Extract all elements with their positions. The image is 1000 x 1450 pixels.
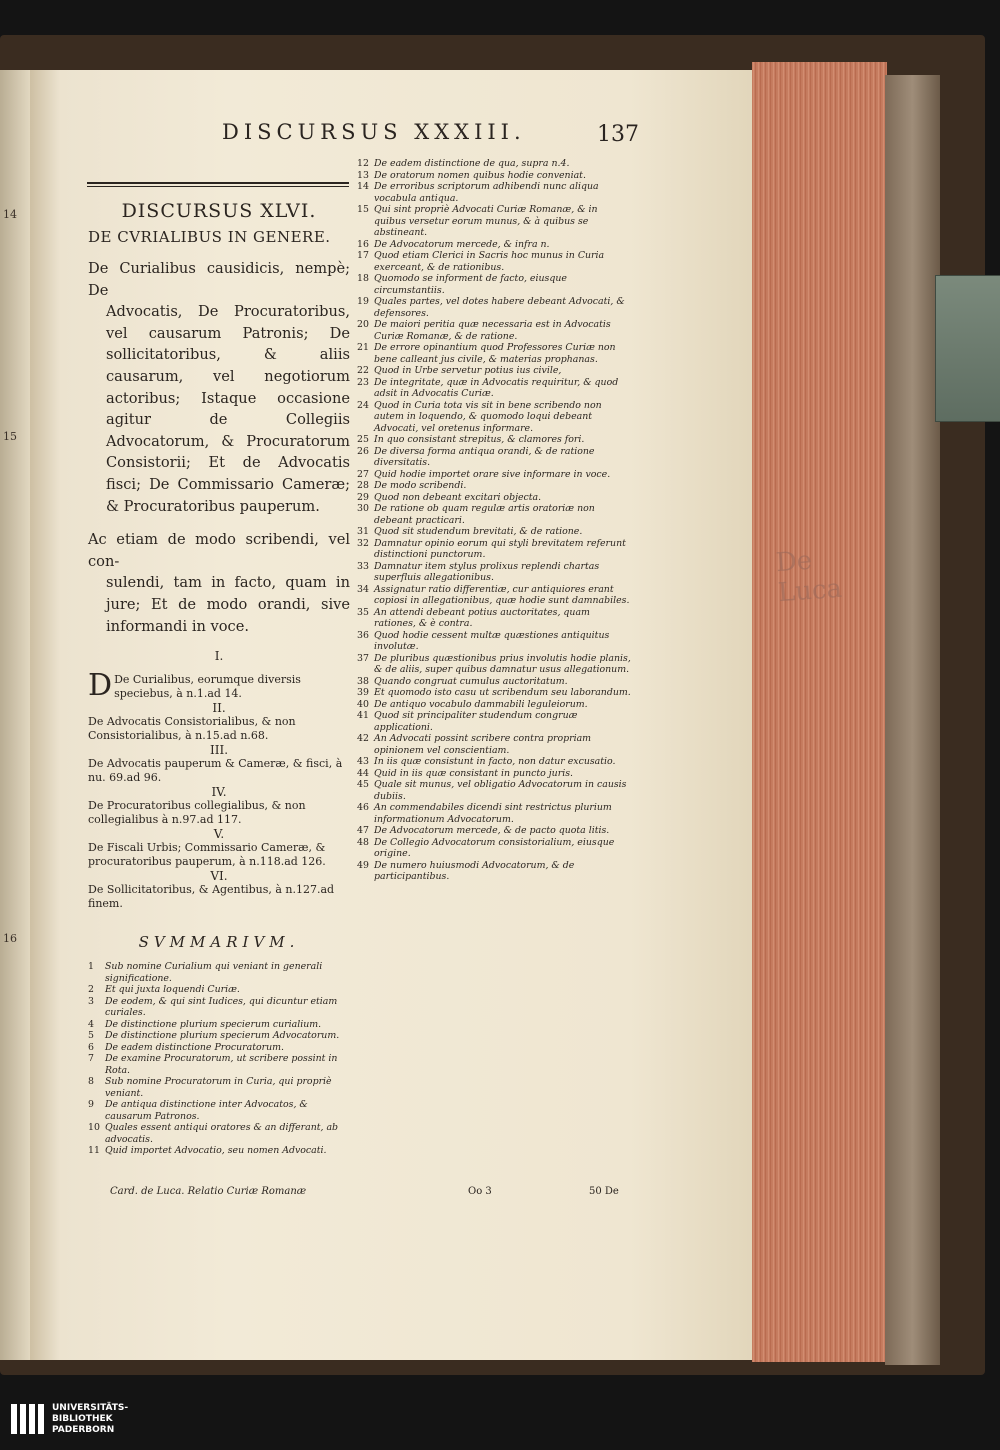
previous-page-edge (0, 70, 30, 1360)
paragraph-first-line: De Curialibus causidicis, nempè; De (88, 260, 350, 299)
summarium-number: 34 (357, 583, 369, 595)
summarium-text: Et qui juxta loquendi Curiæ. (105, 984, 240, 996)
summarium-item (357, 538, 632, 561)
paragraph-first-line: Ac etiam de modo scribendi, vel con- (88, 531, 350, 570)
summarium-item (357, 492, 632, 504)
paragraph-body: sulendi, tam in facto, quam in jure; Et de modo orandi, sive informandi in voce. (106, 574, 350, 635)
summarium-number: 6 (88, 1041, 94, 1053)
summarium-text: Quod in Curia tota vis sit in bene scribendo non autem in loquendo, & quomodo loqui debeant Advocati, vel oretenus informare. (374, 399, 602, 434)
summarium-number: 38 (357, 675, 369, 687)
summarium-number: 43 (357, 756, 369, 767)
summarium-item (88, 961, 350, 984)
summarium-item (88, 1030, 350, 1042)
summarium-number: 12 (357, 158, 369, 169)
summarium-number: 39 (357, 687, 369, 698)
summarium-text: De antiqua distinctione inter Advocatos, & causarum Patronos. (105, 1099, 308, 1122)
summarium-text: Quid importet Advocatio, seu nomen Advocati. (105, 1145, 327, 1157)
summarium-text: An commendabiles dicendi sint restrictus plurium informationum Advocatorum. (374, 802, 612, 825)
intro-paragraph (88, 529, 350, 637)
summarium-number: 19 (357, 296, 369, 307)
catchword: 50 De (589, 1186, 619, 1197)
right-column (357, 158, 632, 883)
summarium-text: De oratorum nomen quibus hodie conveniat. (374, 169, 586, 181)
summarium-item (88, 996, 350, 1019)
stamp-text: De Luca (774, 545, 843, 609)
summarium-text: De modo scribendi. (374, 480, 467, 491)
summarium-item (357, 653, 632, 676)
section-entry: De Advocatis Consistorialibus, & non Consistorialibus, à n.15.ad n.68. (88, 715, 296, 743)
summarium-number: 41 (357, 710, 369, 721)
summarium-item (357, 837, 632, 860)
summarium-item (357, 158, 632, 170)
section-numeral: IV. (211, 785, 227, 800)
summarium-item (357, 630, 632, 653)
summarium-number: 24 (357, 399, 369, 411)
summarium-text: De distinctione plurium specierum curialium. (105, 1018, 322, 1030)
section-numeral: III. (209, 743, 229, 758)
summarium-number: 40 (357, 698, 369, 710)
summarium-item (88, 984, 350, 996)
summarium-number: 21 (357, 342, 369, 353)
summarium-text: De eadem distinctione Procuratorum. (105, 1041, 285, 1053)
summarium-item (357, 400, 632, 435)
paragraph-body: Advocatis, De Procuratoribus, vel causarum Patronis; De sollicitatoribus, & aliis causarum, vel negotiorum actoribus; Istaque occasione agitur de Collegiis Advocatorum, & Procuratorum Consistorii; Et de Advocatis fisci; De Commissario Cameræ; & Procuratoribus pauperum. (106, 303, 350, 515)
summarium-text: De antiquo vocabulo dammabili leguleiorum. (374, 698, 588, 710)
summarium-text: De Advocatorum mercede, & infra n. (374, 238, 550, 250)
summarium-item (357, 446, 632, 469)
summarium-item (357, 699, 632, 711)
summarium-item (357, 239, 632, 251)
summarium-item (357, 273, 632, 296)
summarium-number: 30 (357, 503, 369, 514)
handwritten-stamp (775, 542, 875, 698)
summarium-text: De eadem distinctione de qua, supra n.4. (374, 158, 570, 169)
drop-capital: D (88, 668, 113, 704)
library-name-line: UNIVERSITÄTS- (52, 1403, 129, 1413)
summarium-item (357, 756, 632, 768)
section-entry (88, 668, 350, 704)
section-numeral: I. (214, 649, 224, 664)
summarium-text: An attendi debeant potius auctoritates, quam rationes, & è contra. (374, 606, 590, 629)
summarium-item (88, 1019, 350, 1031)
summarium-text: An Advocati possint scribere contra propriam opinionem vel conscientiam. (374, 733, 592, 756)
summarium-number: 14 (357, 181, 369, 192)
summarium-text: De Advocatorum mercede, & de pacto quota litis. (374, 825, 610, 836)
margin-number: 16 (3, 932, 17, 945)
summarium-text: Quid hodie importet orare sive informare in voce. (374, 468, 611, 480)
summarium-item (357, 296, 632, 319)
summarium-number: 13 (357, 169, 369, 181)
intro-paragraph (88, 258, 350, 517)
left-column (88, 200, 350, 1157)
section-entry: De Sollicitatoribus, & Agentibus, à n.127.ad finem. (88, 883, 335, 911)
discursus-subtitle: DE CVRIALIBUS IN GENERE. (88, 228, 331, 246)
summarium-number: 46 (357, 802, 369, 813)
summarium-text: In iis quæ consistunt in facto, non datur excusatio. (374, 756, 616, 767)
summarium-number: 27 (357, 468, 369, 480)
summarium-item (357, 503, 632, 526)
section-numeral: V. (213, 827, 225, 842)
summarium-number: 48 (357, 836, 369, 848)
summarium-number: 35 (357, 606, 369, 618)
summarium-text: Qui sint propriè Advocati Curiæ Romanæ, & in quibus versetur eorum munus, & à quibus se abstineant. (374, 204, 598, 238)
footer-note: Card. de Luca. Relatio Curiæ Romanæ (110, 1186, 307, 1197)
summarium-text: Assignatur ratio differentiæ, cur antiquiores erant copiosi in allegationibus, quæ hodie sunt damnabiles. (374, 583, 630, 606)
summarium-item (88, 1099, 350, 1122)
summarium-text: Quod non debeant excitari objecta. (374, 491, 542, 503)
summarium-number: 7 (88, 1053, 94, 1065)
summarium-number: 5 (88, 1030, 94, 1042)
summarium-number: 22 (357, 365, 369, 376)
summarium-number: 25 (357, 434, 369, 445)
margin-number: 15 (3, 430, 17, 443)
summarium-number: 36 (357, 629, 369, 641)
summarium-item (357, 584, 632, 607)
discursus-title: DISCURSUS XLVI. (121, 200, 317, 222)
summarium-item (357, 860, 632, 883)
summarium-item (357, 204, 632, 239)
summarium-item (357, 319, 632, 342)
title-rule (87, 182, 349, 184)
summarium-text: De diversa forma antiqua orandi, & de ratione diversitatis. (374, 445, 595, 468)
summarium-text: Quod hodie cessent multæ quæstiones antiquitus involutæ. (374, 629, 610, 652)
summarium-number: 23 (357, 376, 369, 388)
summarium-text: De examine Procuratorum, ut scribere possint in Rota. (105, 1053, 338, 1076)
section-index (88, 649, 350, 911)
summarium-item (88, 1076, 350, 1099)
summarium-number: 9 (88, 1099, 94, 1111)
summarium-text: De erroribus scriptorum adhibendi nunc aliqua vocabula antiqua. (374, 181, 599, 204)
summarium-text: Quid in iis quæ consistant in puncto juris. (374, 767, 573, 779)
summarium-number: 11 (88, 1145, 100, 1157)
summarium-item (357, 469, 632, 481)
summarium-item (357, 250, 632, 273)
summarium-number: 8 (88, 1076, 94, 1088)
summarium-item (357, 377, 632, 400)
summarium-item (357, 733, 632, 756)
summarium-item (88, 1122, 350, 1145)
summarium-item (357, 561, 632, 584)
summarium-number: 28 (357, 480, 369, 491)
summarium-text: Quando congruat cumulus auctoritatum. (374, 675, 568, 687)
summarium-text: Quales partes, vel dotes habere debeant Advocati, & defensores. (374, 296, 625, 319)
summarium-item (88, 1053, 350, 1076)
summarium-text: De distinctione plurium specierum Advocatorum. (105, 1030, 340, 1042)
library-name-line: PADERBORN (52, 1425, 115, 1435)
signature-mark: Oo 3 (468, 1186, 492, 1197)
summarium-item (357, 779, 632, 802)
summarium-number: 2 (88, 984, 94, 996)
summarium-item (357, 181, 632, 204)
summarium-text: Sub nomine Curialium qui veniant in generali significatione. (105, 961, 323, 984)
summarium-text: De integritate, quæ in Advocatis requiritur, & quod adsit in Advocatis Curiæ. (374, 376, 619, 399)
summarium-number: 32 (357, 537, 369, 549)
summarium-number: 26 (357, 445, 369, 457)
summarium-item (357, 802, 632, 825)
summarium-item (357, 480, 632, 492)
summarium-number: 29 (357, 491, 369, 503)
summarium-text: In quo consistant strepitus, & clamores fori. (374, 434, 585, 445)
summarium-number: 1 (88, 961, 94, 973)
summarium-text: Et quomodo isto casu ut scribendum seu laborandum. (374, 687, 631, 698)
summarium-number: 37 (357, 652, 369, 664)
section-text: De Curialibus, eorumque diversis speciebus, à n.1.ad 14. (114, 673, 301, 701)
summarium-number: 45 (357, 779, 369, 790)
summarium-text: De numero huiusmodi Advocatorum, & de participantibus. (374, 859, 575, 882)
summarium-item (88, 1042, 350, 1054)
summarium-title: SVMMARIVM. (138, 933, 300, 952)
metal-clasp (935, 275, 1000, 422)
summarium-number: 15 (357, 204, 369, 215)
summarium-text: De Collegio Advocatorum consistorialium, eiusque origine. (374, 836, 615, 859)
section-entry: De Fiscali Urbis; Commissario Cameræ, & procuratoribus pauperum, à n.118.ad 126. (88, 841, 326, 869)
summarium-text: Sub nomine Procuratorum in Curia, qui propriè veniant. (105, 1076, 332, 1099)
summarium-text: De maiori peritia quæ necessaria est in Advocatis Curiæ Romanæ, & de ratione. (374, 319, 611, 342)
summarium-item (357, 342, 632, 365)
summarium-number: 44 (357, 767, 369, 779)
summarium-text: Damnatur opinio eorum qui styli brevitatem referunt distinctioni punctorum. (374, 537, 626, 560)
summarium-number: 33 (357, 560, 369, 572)
summarium-text: Quales essent antiqui oratores & an differant, ab advocatis. (105, 1122, 339, 1145)
library-logo-icon (10, 1402, 50, 1436)
summarium-text: De errore opinantium quod Professores Curiæ non bene calleant jus civile, & materias prophanas. (374, 342, 616, 365)
summarium-number: 16 (357, 238, 369, 250)
summarium-text: Quod etiam Clerici in Sacris hoc munus in Curia exerceant, & de rationibus. (374, 250, 605, 273)
summarium-text: Damnatur item stylus prolixus replendi chartas superfluis allegationibus. (374, 560, 600, 583)
summarium-item (357, 676, 632, 688)
section-entry: De Procuratoribus collegialibus, & non collegialibus à n.97.ad 117. (88, 799, 306, 827)
summarium-item (357, 710, 632, 733)
summarium-text: Quod sit studendum brevitati, & de ratione. (374, 526, 583, 537)
summarium-item (357, 434, 632, 446)
summarium-number: 17 (357, 250, 369, 261)
summarium-number: 31 (357, 526, 369, 537)
summarium-text: De eodem, & qui sint Iudices, qui dicuntur etiam curiales. (105, 995, 338, 1019)
summarium-number: 49 (357, 859, 369, 871)
running-header: DISCURSUS XXXIII. (222, 120, 526, 144)
summarium-text: De ratione ob quam regulæ artis oratoriæ non debeant practicari. (374, 503, 595, 526)
summarium-number: 47 (357, 825, 369, 836)
section-numeral: VI. (210, 869, 228, 884)
summarium-text: Quod sit principaliter studendum congruæ applicationi. (374, 710, 578, 733)
summarium-number: 18 (357, 273, 369, 284)
summarium-item (357, 687, 632, 699)
margin-number: 14 (3, 208, 17, 221)
summarium-number: 20 (357, 319, 369, 330)
section-entry: De Advocatis pauperum & Cameræ, & fisci, à nu. 69.ad 96. (88, 757, 343, 785)
library-name (52, 1403, 128, 1436)
summarium-item (357, 607, 632, 630)
summarium-number: 4 (88, 1018, 94, 1030)
library-name-line: BIBLIOTHEK (52, 1414, 113, 1424)
summarium-item (357, 365, 632, 377)
summarium-number: 10 (88, 1122, 100, 1134)
section-numeral: II. (212, 701, 226, 716)
summarium-list (88, 961, 350, 1157)
summarium-text: Quomodo se informent de facto, eiusque circumstantiis. (374, 273, 567, 296)
page-number: 137 (597, 122, 639, 147)
summarium-text: Quod in Urbe servetur potius ius civile, (374, 365, 562, 376)
summarium-item (357, 526, 632, 538)
summarium-text: De pluribus quæstionibus prius involutis hodie planis, & de aliis, super quibus damnatur usus allegationum. (374, 652, 631, 675)
summarium-number: 3 (88, 995, 94, 1007)
book-spine (885, 75, 940, 1365)
summarium-text: Quale sit munus, vel obligatio Advocatorum in causis dubiis. (374, 779, 627, 802)
summarium-item (357, 170, 632, 182)
summarium-list (357, 158, 632, 883)
page-edges (752, 62, 887, 1362)
summarium-item (88, 1145, 350, 1157)
summarium-item (357, 768, 632, 780)
summarium-item (357, 825, 632, 837)
summarium-number: 42 (357, 733, 369, 744)
